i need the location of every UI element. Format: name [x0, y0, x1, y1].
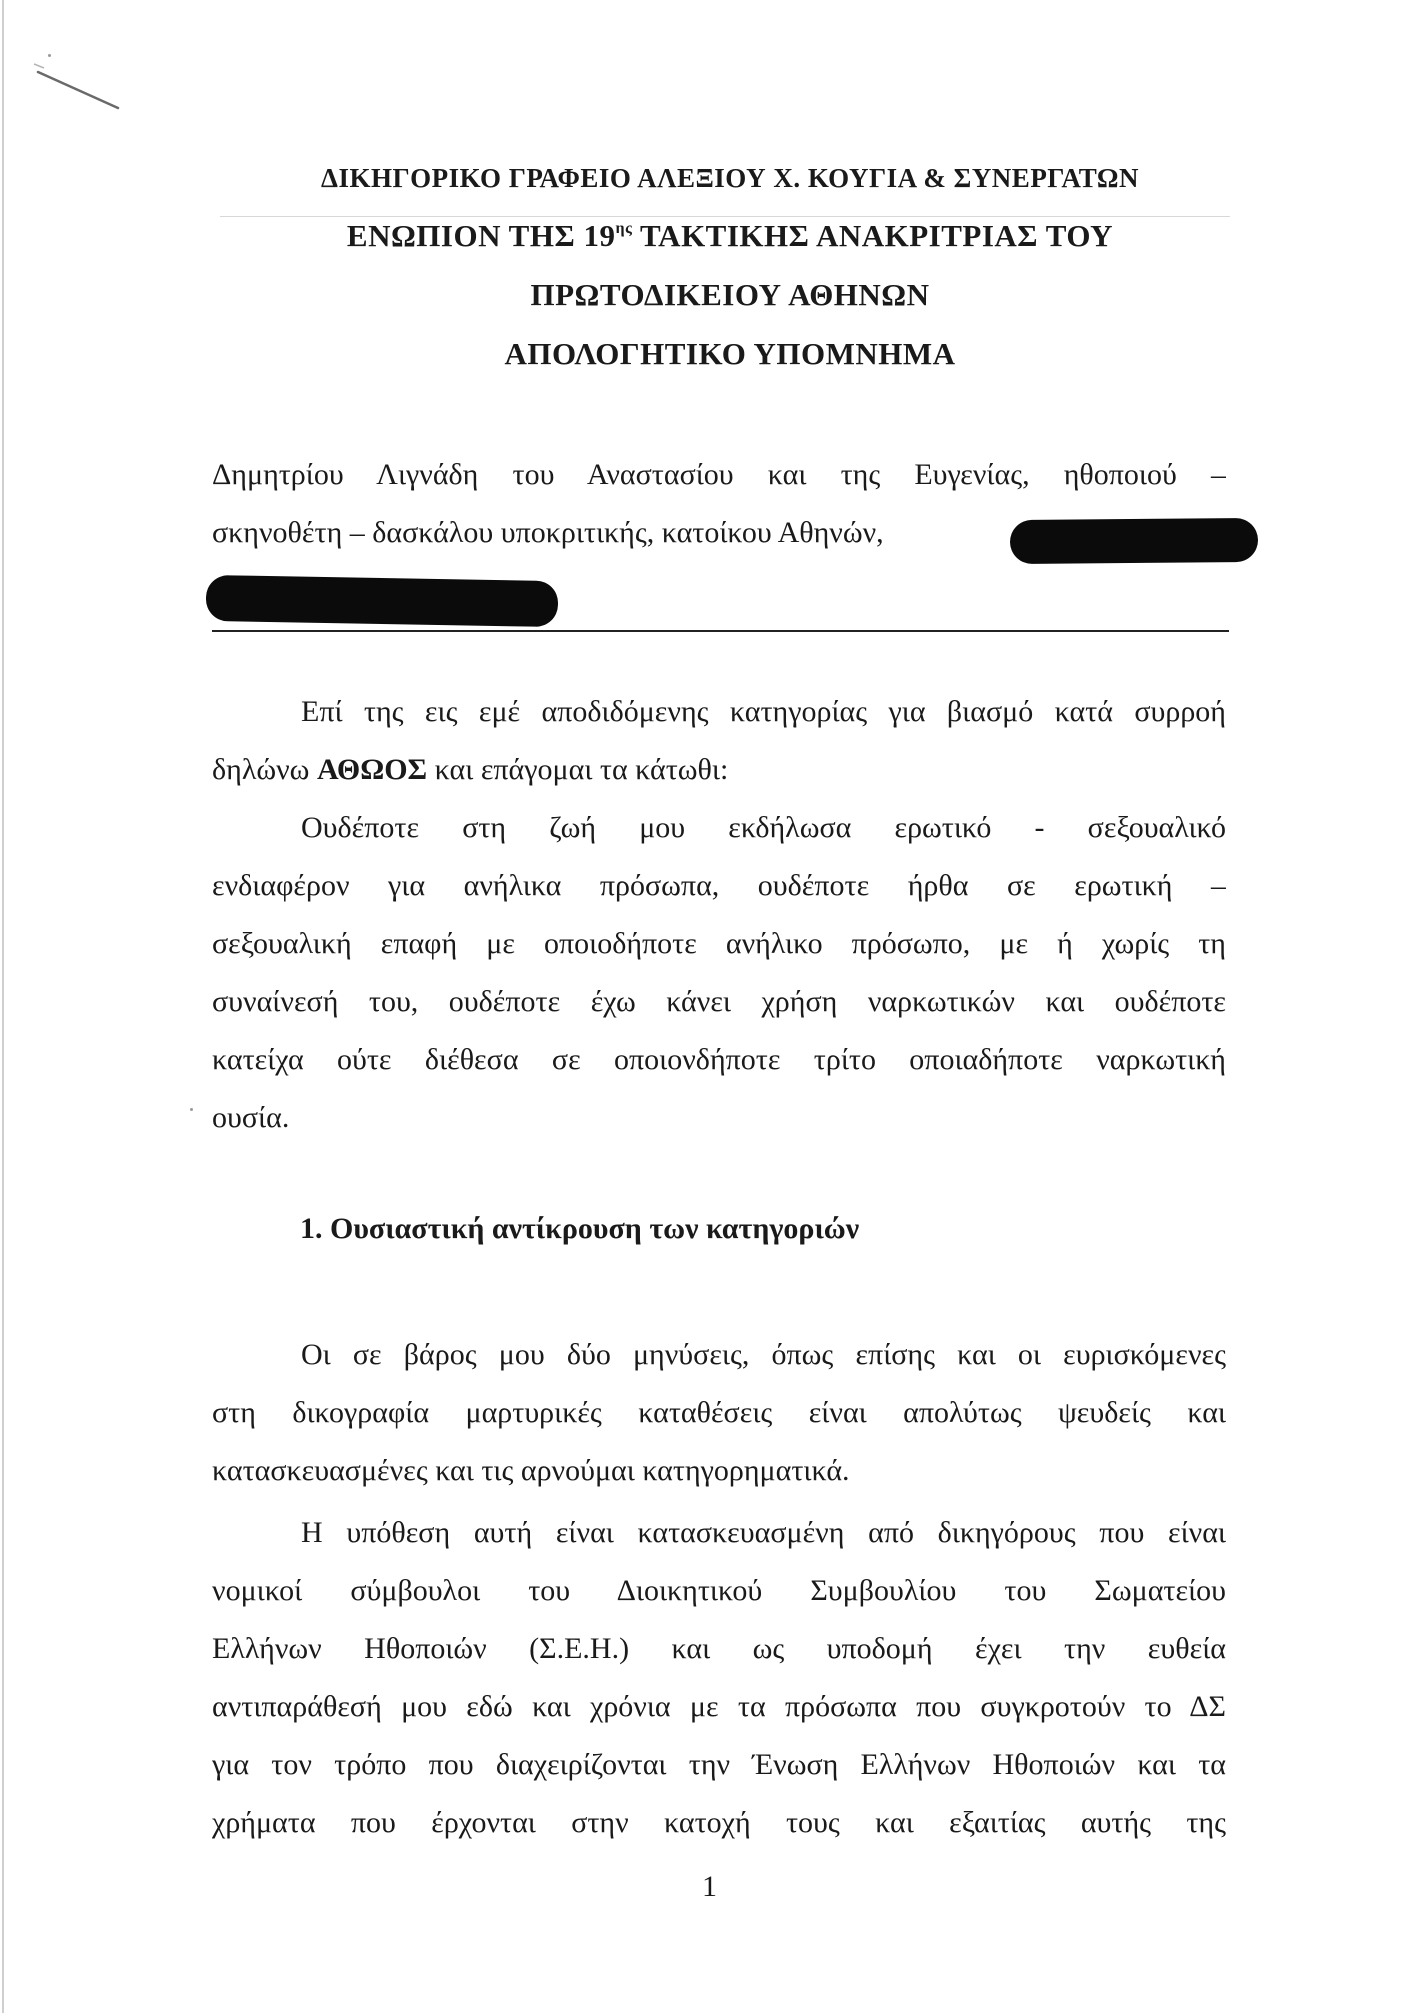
denial-paragraph	[212, 1326, 1226, 1500]
case-line: νομικοί σύμβουλοι του Διοικητικού Συμβουλίου του Σωματείου	[212, 1574, 1226, 1607]
plea-not-guilty: ΑΘΩΟΣ	[316, 753, 428, 786]
firm-underline	[220, 216, 1230, 217]
scan-left-edge	[2, 0, 4, 2013]
declaration-line-2	[212, 741, 1226, 799]
statement-line: ουσία.	[212, 1101, 290, 1134]
pen-mark	[30, 60, 130, 120]
statement-line: κατείχα ούτε διέθεσα σε οποιονδήποτε τρίτο οποιαδήποτε ναρκωτική	[212, 1043, 1226, 1076]
redaction-address	[1010, 518, 1258, 564]
statement-line: Ουδέποτε στη ζωή μου εκδήλωσα ερωτικό - σεξουαλικό	[301, 811, 1226, 844]
declaration-line-1: Επί της εις εμέ αποδιδόμενης κατηγορίας για βιασμό κατά συρροή	[301, 695, 1226, 728]
section-heading-1: 1. Ουσιαστική αντίκρουση των κατηγοριών	[300, 1212, 860, 1245]
title-line-1-text-a: ΕΝΩΠΙΟΝ ΤΗΣ 19	[346, 218, 616, 253]
document-title: ΑΠΟΛΟΓΗΤΙΚΟ ΥΠΟΜΝΗΜΑ	[504, 336, 956, 371]
case-line: για τον τρόπο που διαχειρίζονται την Ένωση Ελλήνων Ηθοποιών και τα	[212, 1748, 1226, 1781]
case-line: χρήματα που έρχονται στην κατοχή τους και εξαιτίας αυτής της	[212, 1806, 1226, 1839]
case-line: Ελλήνων Ηθοποιών (Σ.Ε.Η.) και ως υποδομή έχει την ευθεία	[212, 1632, 1226, 1665]
denial-line: Οι σε βάρος μου δύο μηνύσεις, όπως επίσης και οι ευρισκόμενες	[301, 1338, 1226, 1371]
case-paragraph	[212, 1504, 1226, 1852]
party-separator-rule	[212, 630, 1229, 632]
title-line-1	[150, 218, 1310, 254]
title-line-2: ΠΡΩΤΟΔΙΚΕΙΟΥ ΑΘΗΝΩΝ	[530, 277, 930, 312]
speck	[48, 54, 51, 57]
statement-line: σεξουαλική επαφή με οποιοδήποτε ανήλικο πρόσωπο, με ή χωρίς τη	[212, 927, 1226, 960]
speck	[190, 1108, 193, 1111]
denial-line: στη δικογραφία μαρτυρικές καταθέσεις είναι απολύτως ψευδείς και	[212, 1396, 1226, 1429]
title-line-1-text-b: ΤΑΚΤΙΚΗΣ ΑΝΑΚΡΙΤΡΙΑΣ ΤΟΥ	[632, 218, 1114, 253]
statement-line: συναίνεσή του, ουδέποτε έχω κάνει χρήση ναρκωτικών και ουδέποτε	[212, 985, 1226, 1018]
case-line: αντιπαράθεσή μου εδώ και χρόνια με τα πρόσωπα που συγκροτούν το ΔΣ	[212, 1690, 1226, 1723]
statement-line: ενδιαφέρον για ανήλικα πρόσωπα, ουδέποτε ήρθα σε ερωτική –	[212, 869, 1226, 902]
declaration-text-a: δηλώνω	[212, 753, 317, 786]
title-ordinal-suffix: ης	[615, 220, 633, 237]
statement-paragraph	[212, 799, 1226, 1147]
redaction-address-continued	[206, 575, 559, 627]
party-line-1: Δημητρίου Λιγνάδη του Αναστασίου και της Ευγενίας, ηθοποιού –	[212, 458, 1226, 491]
denial-line: κατασκευασμένες και τις αρνούμαι κατηγορηματικά.	[212, 1454, 850, 1487]
case-line: Η υπόθεση αυτή είναι κατασκευασμένη από δικηγόρους που είναι	[301, 1516, 1226, 1549]
party-line-2: σκηνοθέτη – δασκάλου υποκριτικής, κατοίκου Αθηνών,	[212, 516, 884, 549]
firm-name: ΔΙΚΗΓΟΡΙΚΟ ΓΡΑΦΕΙΟ ΑΛΕΞΙΟΥ Χ. ΚΟΥΓΙΑ & ΣΥΝΕΡΓΑΤΩΝ	[321, 163, 1139, 193]
page-number: 1	[702, 1870, 717, 1903]
declaration-text-b: και επάγομαι τα κάτωθι:	[427, 753, 729, 786]
declaration	[212, 683, 1226, 799]
